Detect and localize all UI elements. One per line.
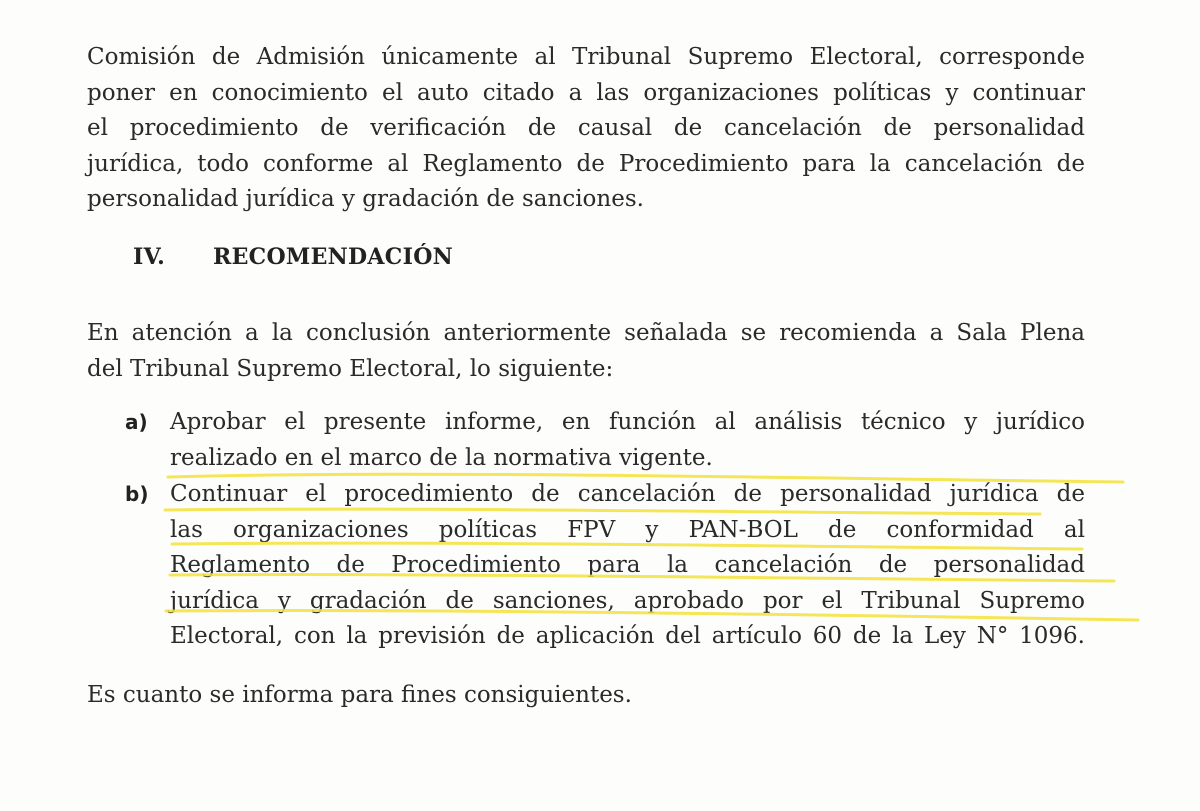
section-title: RECOMENDACIÓN	[213, 244, 454, 270]
list-item-text	[170, 405, 1085, 476]
list-item-line: Reglamento de Procedimiento para la cancelación de personalidad	[170, 552, 1085, 578]
list-item-line: realizado en el marco de la normativa vigente.	[170, 444, 713, 471]
list-item-text	[170, 477, 1085, 655]
paragraph-line: personalidad jurídica y gradación de sanciones.	[87, 186, 644, 212]
paragraph-line: poner en conocimiento el auto citado a las organizaciones políticas y continuar	[87, 79, 1085, 106]
section-heading	[133, 244, 453, 270]
list-item-line: Continuar el procedimiento de cancelación de personalidad jurídica de	[170, 481, 1085, 507]
closing-line: Es cuanto se informa para fines consiguientes.	[87, 682, 632, 708]
list-item-line: las organizaciones políticas FPV y PAN-BOL de conformidad al	[170, 516, 1085, 543]
closing-paragraph	[87, 678, 1085, 714]
list-item-line: Aprobar el presente informe, en función al análisis técnico y jurídico	[170, 409, 1085, 435]
paragraph-line: En atención a la conclusión anteriormente señalada se recomienda a Sala Plena	[87, 320, 1085, 346]
section-number: IV.	[133, 244, 166, 270]
list-marker: a)	[125, 410, 148, 434]
list-item-line: Electoral, con la previsión de aplicación del artículo 60 de la Ley N° 1096.	[170, 623, 1085, 649]
paragraph-recommendation-intro	[87, 316, 1085, 387]
paragraph-admission-commission	[87, 40, 1085, 218]
paragraph-line: el procedimiento de verificación de causal de cancelación de personalidad	[87, 115, 1085, 141]
list-marker: b)	[125, 482, 149, 506]
list-item-line: jurídica y gradación de sanciones, aprobado por el Tribunal Supremo	[170, 587, 1085, 614]
paragraph-line: jurídica, todo conforme al Reglamento de Procedimiento para la cancelación de	[87, 150, 1085, 177]
paragraph-line: del Tribunal Supremo Electoral, lo siguiente:	[87, 355, 614, 382]
paragraph-line: Comisión de Admisión únicamente al Tribunal Supremo Electoral, corresponde	[87, 44, 1085, 70]
